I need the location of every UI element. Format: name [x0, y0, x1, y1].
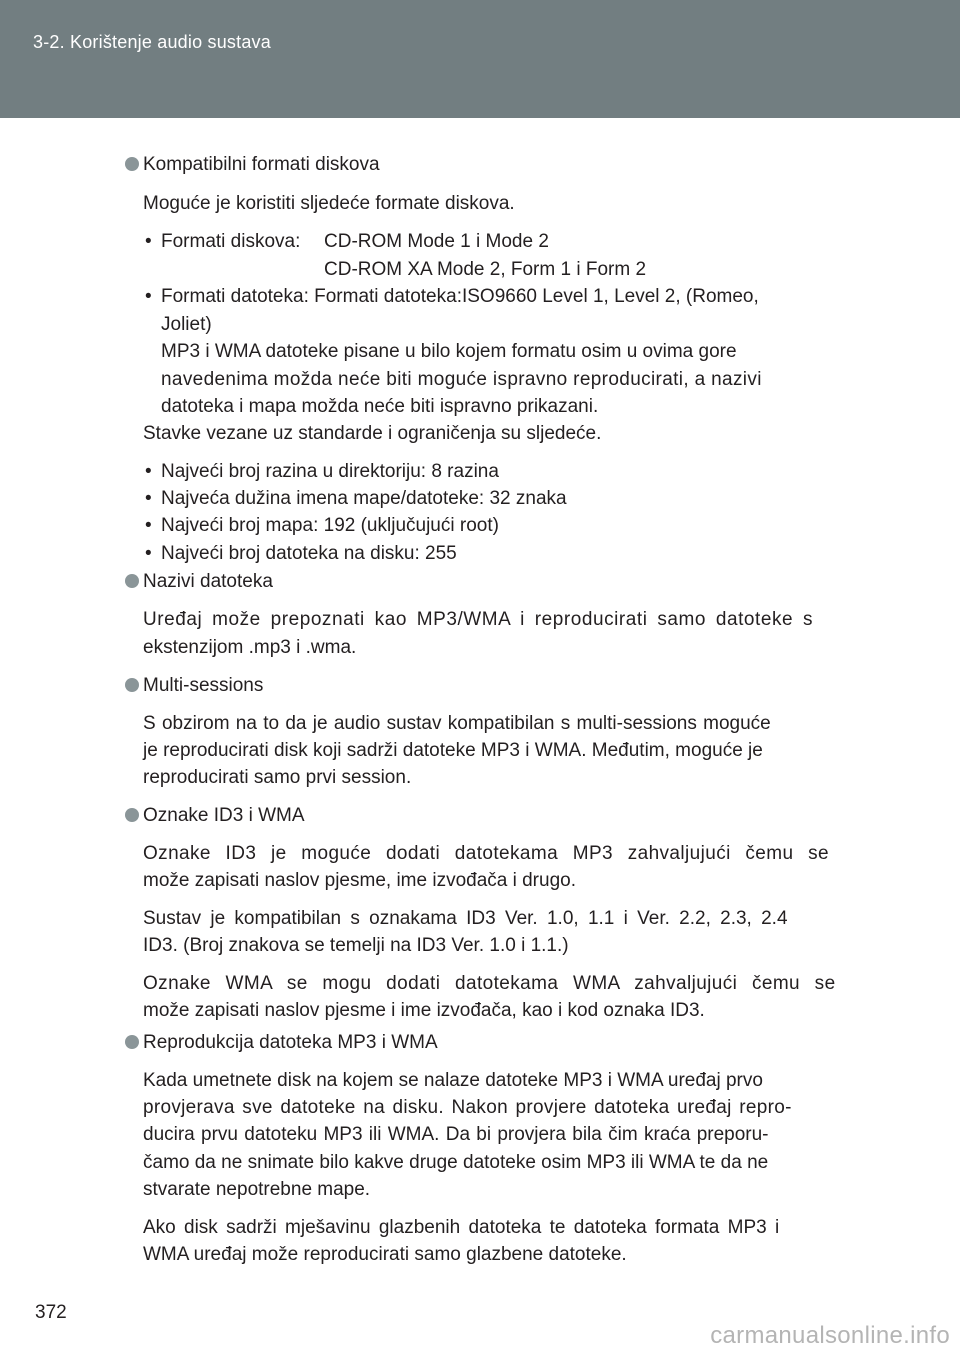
- disc-formats-label: Formati diskova:: [161, 231, 301, 252]
- note-text: MP3 i WMA datoteke pisane u bilo kojem formatu osim u ovima gore: [161, 341, 737, 362]
- watermark: carmanualsonline.info: [710, 1322, 950, 1349]
- file-formats-line: Joliet): [161, 314, 212, 335]
- paragraph-line: Moguće je koristiti sljedeće formate diskova.: [143, 193, 515, 214]
- file-formats-line: Formati datoteka: Formati datoteka:ISO9660 Level 1, Level 2, (Romeo,: [161, 286, 759, 307]
- paragraph-line: ekstenzijom .mp3 i .wma.: [143, 637, 357, 658]
- limit-item: Najveći broj razina u direktoriju: 8 razina: [161, 461, 499, 482]
- section-bullet-icon: [125, 678, 139, 692]
- note-line: navedenima možda neće biti moguće ispravno reproducirati, a nazivi: [161, 369, 762, 390]
- list-dot: •: [145, 543, 152, 564]
- section-heading: Nazivi datoteka: [143, 571, 273, 592]
- disc-format-item: CD-ROM Mode 1 i Mode 2: [324, 231, 549, 252]
- list-dot: •: [145, 461, 152, 482]
- limit-item: Najveća dužina imena mape/datoteke: 32 znaka: [161, 488, 567, 509]
- section-heading: Multi-sessions: [143, 675, 264, 696]
- paragraph-line: Oznake ID3 je moguće dodati datotekama MP3 zahvaljujući čemu se: [143, 843, 830, 864]
- list-dot: •: [145, 488, 152, 509]
- limit-item: Najveći broj mapa: 192 (uključujući root): [161, 515, 499, 536]
- paragraph-line: provjerava sve datoteke na disku. Nakon provjere datoteka uređaj repro-: [143, 1097, 792, 1118]
- paragraph-line: Sustav je kompatibilan s oznakama ID3 Ver. 1.0, 1.1 i Ver. 2.2, 2.3, 2.4: [143, 908, 788, 929]
- section-bullet-icon: [125, 574, 139, 588]
- paragraph-line: Oznake WMA se mogu dodati datotekama WMA zahvaljujući čemu se: [143, 973, 836, 994]
- section-bullet-icon: [125, 157, 139, 171]
- section-bullet-icon: [125, 1035, 139, 1049]
- paragraph-line: je reproducirati disk koji sadrži datoteke MP3 i WMA. Međutim, moguće je: [143, 740, 763, 761]
- page-number: 372: [35, 1302, 67, 1323]
- paragraph-line: S obzirom na to da je audio sustav kompatibilan s multi-sessions moguće: [143, 713, 771, 734]
- section-heading: Oznake ID3 i WMA: [143, 805, 305, 826]
- paragraph-line: Uređaj može prepoznati kao MP3/WMA i reproducirati samo datoteke s: [143, 609, 814, 630]
- paragraph-line: ducira prvu datoteku MP3 ili WMA. Da bi provjera bila čim kraća preporu-: [143, 1124, 769, 1145]
- list-dot: •: [145, 515, 152, 536]
- paragraph-line: reproducirati samo prvi session.: [143, 767, 412, 788]
- paragraph-line: WMA uređaj može reproducirati samo glazbene datoteke.: [143, 1244, 627, 1265]
- note-line: datoteka i mapa možda neće biti ispravno prikazani.: [161, 396, 599, 417]
- paragraph-line: ID3. (Broj znakova se temelji na ID3 Ver. 1.0 i 1.1.): [143, 935, 569, 956]
- paragraph-line: stvarate nepotrebne mape.: [143, 1179, 371, 1200]
- section-bullet-icon: [125, 808, 139, 822]
- limit-item: Najveći broj datoteka na disku: 255: [161, 543, 457, 564]
- list-dot: •: [145, 231, 152, 252]
- section-heading: Kompatibilni formati diskova: [143, 154, 380, 175]
- paragraph-line: može zapisati naslov pjesme, ime izvođača i drugo.: [143, 870, 576, 891]
- note-line: [161, 338, 841, 365]
- section-heading: Reprodukcija datoteka MP3 i WMA: [143, 1032, 438, 1053]
- disc-format-item: CD-ROM XA Mode 2, Form 1 i Form 2: [324, 259, 647, 280]
- paragraph-line: Kada umetnete disk na kojem se nalaze datoteke MP3 i WMA uređaj prvo: [143, 1070, 763, 1091]
- paragraph-line: može zapisati naslov pjesme i ime izvođača, kao i kod oznaka ID3.: [143, 1000, 705, 1021]
- list-dot: •: [145, 286, 152, 307]
- paragraph-line: čamo da ne snimate bilo kakve druge datoteke osim MP3 ili WMA te da ne: [143, 1152, 769, 1173]
- chapter-title: 3-2. Korištenje audio sustava: [33, 32, 271, 52]
- paragraph-line: Stavke vezane uz standarde i ograničenja su sljedeće.: [143, 423, 602, 444]
- paragraph-line: Ako disk sadrži mješavinu glazbenih datoteka te datoteka formata MP3 i: [143, 1217, 780, 1238]
